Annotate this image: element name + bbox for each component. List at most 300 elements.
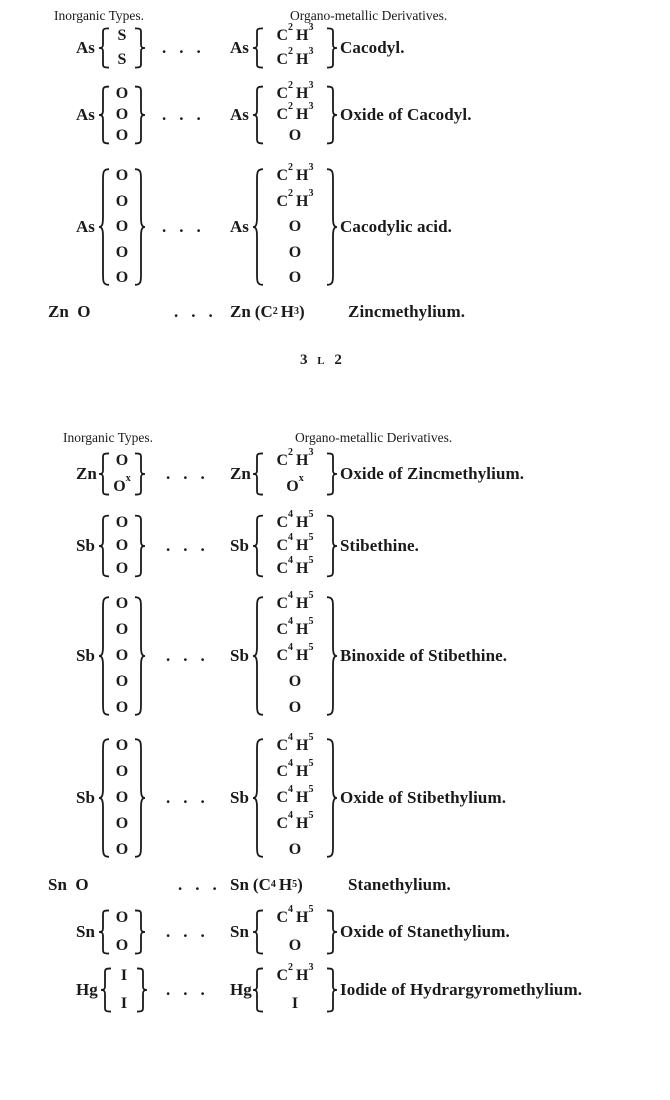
inorganic-formula: Zn O — [48, 302, 91, 321]
formula-line — [110, 596, 134, 612]
subscript: 2 — [288, 46, 294, 57]
element-symbol: H — [296, 51, 309, 68]
element-symbol: O — [115, 85, 129, 102]
element-symbol: O — [115, 815, 129, 832]
metal-symbol: Zn — [230, 302, 251, 321]
organo-metal: Sb — [230, 788, 249, 807]
formula-line — [112, 996, 136, 1012]
inorganic-braced-group — [98, 910, 146, 954]
subscript: 4 — [288, 732, 294, 743]
organo-metallic-header-1: Organo-metallic Derivatives. — [290, 8, 448, 23]
left-brace-icon — [252, 910, 264, 954]
formula-line — [264, 674, 326, 690]
element-symbol: C — [276, 595, 289, 612]
inorganic-formula: Sn O — [48, 875, 89, 894]
formula-stack — [264, 447, 326, 495]
subscript: x — [125, 473, 131, 484]
element-symbol: O — [115, 699, 129, 716]
formula-row-cacodylic-acid — [0, 162, 670, 286]
organo-braced-group — [252, 447, 338, 495]
formula-line — [264, 128, 326, 144]
element-symbol: O — [115, 514, 129, 531]
leader-dots: ... — [166, 980, 218, 999]
element-symbol: O — [288, 699, 302, 716]
element-symbol: O — [115, 937, 129, 954]
element-symbol: O — [115, 218, 129, 235]
element-symbol: S — [117, 27, 127, 44]
compound-name: Zincmethylium. — [348, 302, 466, 321]
element-symbol: O — [115, 192, 129, 210]
inorganic-metal: Hg — [76, 980, 98, 999]
inorganic-braced-group — [98, 515, 146, 577]
formula-line — [264, 938, 326, 954]
element-symbol: H — [296, 621, 309, 638]
formula-line — [110, 561, 134, 577]
organo-braced-group — [252, 22, 338, 68]
formula-line — [110, 28, 134, 44]
right-brace-icon — [326, 515, 338, 577]
leader-dots: ... — [166, 922, 218, 941]
organo-metallic-header-2: Organo-metallic Derivatives. — [295, 430, 453, 445]
element-symbol: C — [260, 302, 273, 321]
formula-row-stanethylium — [0, 870, 670, 900]
formula-row-stibethine — [0, 509, 670, 577]
compound-name: Binoxide of Stibethine. — [340, 646, 508, 665]
formula-stack — [264, 80, 326, 144]
element-symbol: C — [276, 27, 289, 44]
element-symbol: O — [115, 452, 129, 469]
right-brace-icon — [134, 28, 146, 68]
right-brace-icon — [326, 910, 338, 954]
formula-line — [264, 532, 326, 554]
organo-braced-group — [252, 904, 338, 954]
leader-dots: ... — [162, 38, 214, 57]
subscript: 5 — [308, 616, 314, 627]
element-symbol: O — [115, 647, 129, 664]
subscript: 4 — [288, 904, 294, 915]
organo-braced-group — [252, 962, 338, 1012]
formula-line — [264, 700, 326, 716]
leader-dots: ... — [166, 464, 218, 483]
formula-row-oxide-of-stibethylium — [0, 732, 670, 858]
left-brace-icon — [98, 168, 110, 286]
left-brace-icon — [98, 515, 110, 577]
subscript: 3 — [308, 46, 314, 57]
subscript: 4 — [288, 590, 294, 601]
organo-braced-group — [252, 509, 338, 577]
leader-dots: ... — [166, 788, 218, 807]
formula-row-oxide-of-stanethylium — [0, 904, 670, 954]
formula-line — [264, 22, 326, 44]
subscript: 5 — [308, 555, 314, 566]
formula-line — [110, 86, 134, 102]
formula-line — [110, 473, 134, 495]
element-symbol: H — [296, 789, 309, 806]
left-brace-icon — [252, 168, 264, 286]
left-brace-icon — [252, 968, 264, 1012]
element-symbol: C — [276, 537, 289, 554]
element-symbol: C — [276, 763, 289, 780]
organo-metal: Sb — [230, 536, 249, 555]
formula-line — [110, 270, 134, 286]
formula-line — [110, 168, 134, 184]
formula-line — [264, 642, 326, 664]
formula-line — [264, 270, 326, 286]
element-symbol: H — [296, 167, 309, 184]
formula-line — [110, 816, 134, 832]
page-mark-right: 2 — [334, 352, 345, 368]
formula-stack — [264, 590, 326, 716]
formula-row-binoxide-of-stibethine — [0, 590, 670, 716]
subscript: 4 — [288, 810, 294, 821]
right-brace-icon — [134, 910, 146, 954]
subscript: 2 — [288, 187, 294, 199]
element-symbol: H — [296, 737, 309, 754]
formula-line — [264, 509, 326, 531]
formula-line — [110, 738, 134, 754]
left-brace-icon — [98, 86, 110, 144]
subscript: 5 — [308, 758, 314, 769]
formula-line — [264, 555, 326, 577]
compound-name: Cacodyl. — [340, 38, 405, 57]
inorganic-braced-group — [98, 168, 146, 286]
element-symbol: O — [115, 621, 129, 638]
element-symbol: S — [117, 51, 127, 68]
subscript: 3 — [308, 80, 314, 91]
formula-row-cacodyl — [0, 22, 670, 68]
right-brace-icon — [326, 86, 338, 144]
inorganic-braced-group — [98, 738, 146, 858]
subscript: 5 — [308, 532, 314, 543]
element-symbol: H — [296, 514, 309, 531]
formula-line — [110, 245, 134, 261]
element-symbol: O — [288, 841, 302, 858]
element-symbol: O — [286, 478, 299, 495]
element-symbol: O — [115, 841, 129, 858]
element-symbol: O — [115, 537, 129, 554]
formula-line — [110, 538, 134, 554]
right-brace-icon — [134, 738, 146, 858]
formula-line — [110, 842, 134, 858]
inorganic-metal: Sb — [76, 646, 95, 665]
organo-metal: Sn — [230, 922, 249, 941]
element-symbol: C — [276, 85, 289, 102]
left-brace-icon — [98, 738, 110, 858]
subscript: 3 — [308, 22, 314, 33]
organo-metal: Hg — [230, 980, 252, 999]
element-symbol: C — [276, 815, 289, 832]
formula-line — [264, 187, 326, 210]
element-symbol: H — [278, 875, 293, 894]
element-symbol: C — [276, 967, 289, 984]
subscript: 2 — [288, 162, 294, 173]
right-brace-icon — [136, 968, 148, 1012]
subscript: 5 — [308, 810, 314, 821]
inorganic-metal: Sb — [76, 536, 95, 555]
element-symbol: H — [296, 595, 309, 612]
right-brace-icon — [134, 453, 146, 495]
element-symbol: O — [288, 269, 302, 286]
formula-stack — [110, 910, 134, 954]
organo-metal: As — [230, 217, 249, 236]
subscript: 4 — [288, 616, 294, 627]
formula-row-oxide-of-zincmethylium — [0, 447, 670, 495]
element-symbol: O — [115, 673, 129, 690]
formula-stack — [110, 453, 134, 495]
formula-line — [110, 515, 134, 531]
element-symbol: O — [115, 595, 129, 612]
formula-line — [110, 700, 134, 716]
left-brace-icon — [252, 453, 264, 495]
inorganic-metal: Sn — [76, 922, 95, 941]
left-brace-icon — [252, 596, 264, 716]
organo-metal: As — [230, 38, 249, 57]
element-symbol: O — [115, 127, 129, 144]
page-signature-mark — [300, 352, 345, 369]
subscript: 5 — [308, 904, 314, 915]
subscript: 4 — [288, 784, 294, 795]
formula-line — [110, 648, 134, 664]
inorganic-braced-group — [98, 453, 146, 495]
page-mark-left: 3 — [300, 352, 311, 368]
element-symbol: C — [276, 621, 289, 638]
element-symbol: H — [296, 560, 309, 577]
organo-metal: Sb — [230, 646, 249, 665]
formula-line — [264, 80, 326, 102]
organo-braced-group — [252, 162, 338, 286]
subscript: 5 — [308, 732, 314, 743]
element-symbol: C — [276, 167, 289, 184]
leader-dots: ... — [162, 217, 214, 236]
paren-open: ( — [254, 302, 261, 321]
formula-stack — [264, 162, 326, 286]
right-brace-icon — [326, 28, 338, 68]
formula-row-iodide-of-hydrargyromethylium — [0, 962, 670, 1012]
subscript: 4 — [288, 555, 294, 566]
formula-stack — [264, 904, 326, 954]
formula-stack — [110, 596, 134, 716]
subscript: 2 — [288, 447, 294, 458]
inorganic-braced-group — [98, 86, 146, 144]
formula-line — [264, 784, 326, 806]
page-mark-middle: L — [317, 355, 328, 367]
element-symbol: O — [288, 243, 302, 261]
inorganic-types-header-1: Inorganic Types. — [54, 8, 145, 23]
element-symbol: H — [280, 302, 294, 321]
element-symbol: O — [113, 478, 126, 495]
subscript: 5 — [308, 642, 314, 653]
compound-name: Oxide of Zincmethylium. — [340, 464, 525, 483]
formula-stack — [110, 86, 134, 144]
subscript: 3 — [308, 162, 314, 173]
formula-stack — [112, 968, 136, 1012]
element-symbol: O — [115, 269, 129, 286]
element-symbol: C — [258, 875, 271, 894]
organo-metal: Zn — [230, 464, 251, 483]
right-brace-icon — [134, 596, 146, 716]
formula-line — [264, 219, 326, 235]
element-symbol: H — [296, 27, 309, 44]
formula-line — [264, 810, 326, 832]
formula-stack — [264, 22, 326, 68]
left-brace-icon — [98, 28, 110, 68]
inorganic-braced-group — [98, 596, 146, 716]
subscript: 5 — [308, 509, 314, 520]
formula-line — [112, 968, 136, 984]
element-symbol: O — [115, 909, 129, 926]
formula-line — [264, 46, 326, 68]
element-symbol: H — [296, 192, 309, 210]
left-brace-icon — [252, 86, 264, 144]
element-symbol: O — [288, 937, 302, 954]
formula-line — [264, 732, 326, 754]
formula-line — [110, 790, 134, 806]
inorganic-metal: As — [76, 38, 95, 57]
element-symbol: O — [115, 763, 129, 780]
element-symbol: O — [288, 127, 302, 144]
subscript: 5 — [308, 784, 314, 795]
formula-line — [110, 764, 134, 780]
element-symbol: O — [288, 218, 302, 235]
organo-braced-group — [252, 590, 338, 716]
element-symbol: O — [288, 673, 302, 690]
subscript: x — [298, 473, 304, 484]
element-symbol: H — [296, 815, 309, 832]
formula-line — [110, 453, 134, 469]
paren-close: ) — [297, 875, 303, 894]
element-symbol: H — [296, 106, 309, 123]
element-symbol: C — [276, 789, 289, 806]
element-symbol: H — [296, 537, 309, 554]
inorganic-metal: As — [76, 105, 95, 124]
compound-name: Stanethylium. — [348, 875, 451, 894]
element-symbol: C — [276, 737, 289, 754]
element-symbol: H — [296, 763, 309, 780]
formula-line — [110, 910, 134, 926]
organo-metal: As — [230, 105, 249, 124]
element-symbol: C — [276, 514, 289, 531]
element-symbol: C — [276, 909, 289, 926]
left-brace-icon — [252, 515, 264, 577]
organo-braced-group — [252, 732, 338, 858]
right-brace-icon — [134, 168, 146, 286]
subscript: 4 — [288, 509, 294, 520]
inorganic-metal: As — [76, 217, 95, 236]
element-symbol: O — [115, 167, 129, 184]
left-brace-icon — [252, 28, 264, 68]
formula-line — [110, 938, 134, 954]
right-brace-icon — [326, 168, 338, 286]
formula-stack — [110, 168, 134, 286]
inorganic-braced-group — [100, 968, 148, 1012]
subscript: 4 — [288, 758, 294, 769]
subscript: 2 — [288, 80, 294, 91]
element-symbol: C — [276, 452, 289, 469]
formula-line — [110, 107, 134, 123]
right-brace-icon — [326, 453, 338, 495]
compound-name: Oxide of Cacodyl. — [340, 105, 472, 124]
subscript: 3 — [308, 962, 314, 973]
right-brace-icon — [326, 596, 338, 716]
organo-braced-group — [252, 80, 338, 144]
leader-dots: ... — [166, 646, 218, 665]
formula-line — [264, 758, 326, 780]
formula-line — [264, 996, 326, 1012]
formula-line — [264, 245, 326, 261]
left-brace-icon — [100, 968, 112, 1012]
subscript: 2 — [288, 101, 294, 112]
right-brace-icon — [134, 515, 146, 577]
formula-row-oxide-of-cacodyl — [0, 80, 670, 144]
formula-line — [110, 219, 134, 235]
formula-stack — [110, 28, 134, 68]
compound-name: Stibethine. — [340, 536, 420, 555]
element-symbol: C — [276, 51, 289, 68]
formula-line — [264, 616, 326, 638]
element-symbol: C — [276, 192, 289, 210]
formula-line — [264, 904, 326, 926]
element-symbol: C — [276, 647, 289, 664]
element-symbol: O — [115, 737, 129, 754]
left-brace-icon — [252, 738, 264, 858]
right-brace-icon — [134, 86, 146, 144]
left-brace-icon — [98, 910, 110, 954]
element-symbol: O — [115, 106, 129, 123]
inorganic-metal: Sb — [76, 788, 95, 807]
element-symbol: I — [291, 995, 299, 1012]
formula-line — [110, 52, 134, 68]
compound-name: Cacodylic acid. — [340, 217, 452, 236]
inorganic-types-header-2: Inorganic Types. — [63, 430, 154, 445]
compound-name: Oxide of Stibethylium. — [340, 788, 507, 807]
organo-formula: Sn ( C 4 H 5 ) — [230, 875, 303, 894]
formula-line — [264, 962, 326, 984]
formula-line — [264, 842, 326, 858]
compound-name: Iodide of Hydrargyromethylium. — [340, 980, 583, 999]
formula-stack — [110, 515, 134, 577]
subscript: 3 — [308, 447, 314, 458]
paren-open: ( — [252, 875, 259, 894]
formula-line — [264, 101, 326, 123]
leader-dots: ... — [166, 536, 218, 555]
element-symbol: O — [115, 789, 129, 806]
leader-dots: ... — [162, 105, 214, 124]
left-brace-icon — [98, 453, 110, 495]
metal-symbol: Sn — [230, 875, 249, 894]
right-brace-icon — [326, 738, 338, 858]
paren-close: ) — [298, 302, 305, 321]
leader-dots: ... — [178, 875, 230, 894]
formula-line — [264, 447, 326, 469]
formula-row-zincmethylium — [0, 296, 670, 328]
subscript: 2 — [288, 962, 294, 973]
formula-line — [110, 194, 134, 210]
subscript: 2 — [288, 22, 294, 33]
subscript: 3 — [308, 187, 314, 199]
element-symbol: I — [120, 967, 128, 984]
left-brace-icon — [98, 596, 110, 716]
element-symbol: O — [115, 243, 129, 261]
formula-line — [110, 128, 134, 144]
organo-formula: Zn ( C 2 H 3 ) — [230, 302, 305, 321]
subscript: 4 — [288, 532, 294, 543]
right-brace-icon — [326, 968, 338, 1012]
element-symbol: H — [296, 647, 309, 664]
element-symbol: C — [276, 106, 289, 123]
formula-stack — [264, 732, 326, 858]
formula-stack — [264, 509, 326, 577]
inorganic-metal: Zn — [76, 464, 97, 483]
